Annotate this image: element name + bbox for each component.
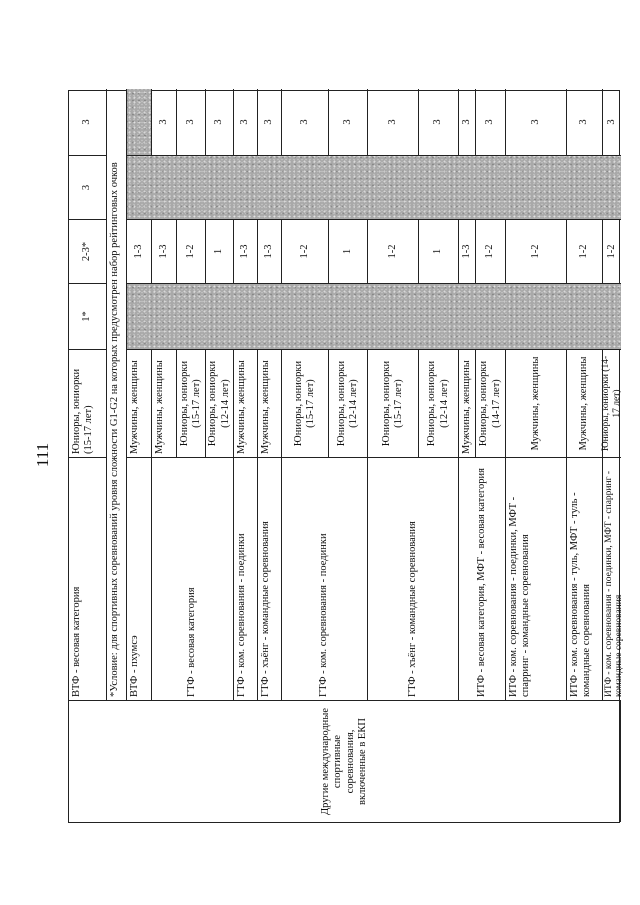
- row-value-col2: 1-2: [603, 219, 621, 283]
- top-row-col1: 1*: [69, 283, 107, 349]
- row-discipline-text: ГТФ - хъёнг - командные соревнования: [406, 521, 418, 697]
- row-age: Мужчины, женщины: [152, 349, 177, 457]
- condition-note: *Условие: для спортивных соревнований уровня сложности G1-G2 на которых предусмотрен набор рейтинговых очков: [107, 89, 127, 700]
- row-value-col4: 3: [234, 89, 258, 155]
- row-discipline: ВТФ - пхумсэ: [127, 457, 152, 700]
- row-discipline-text: ГТФ - ком. соревнования - поединки: [318, 533, 330, 697]
- row-age: Мужчины, женщины: [127, 349, 152, 457]
- row-age: Мужчины, женщины: [506, 349, 567, 457]
- row-age: Юниоры, юниорки (15-17 лет): [177, 349, 206, 457]
- row-age: Юниоры, юниорки (14-17 лет): [603, 349, 621, 457]
- row-discipline: ИТФ - ком. соревнования - поединки, МФТ - спарринг - командные соревнования: [506, 457, 567, 700]
- row-discipline-text: ИТФ - весовая категория, МФТ - весовая категория: [475, 468, 487, 697]
- row-value-col4: 3: [258, 89, 282, 155]
- row-value-col4: 3: [476, 89, 506, 155]
- page-number: 111: [33, 442, 52, 468]
- row-age: Мужчины, женщины: [567, 349, 603, 457]
- row-value-col4: 3: [605, 119, 617, 125]
- row-value-col4: 3: [506, 89, 567, 155]
- row-value-col4: 3: [368, 89, 419, 155]
- top-row-col3: 3: [69, 155, 107, 219]
- row-discipline: [368, 457, 459, 700]
- row-age: Юниоры, юниорки (12-14 лет): [206, 349, 234, 457]
- row-value-col2: 1-3: [459, 219, 476, 283]
- rotated-table-wrapper: [68, 90, 624, 823]
- row-value-col2: 1-3: [234, 219, 258, 283]
- row-value-col2: 1-3: [152, 219, 177, 283]
- shaded-column-1: [127, 283, 621, 349]
- top-row-col4: 3: [69, 89, 107, 155]
- row-discipline: ГТФ - хъёнг - командные соревнования: [258, 457, 282, 700]
- row-age: Мужчины, женщины: [234, 349, 258, 457]
- row-age: Мужчины, женщины: [459, 349, 476, 457]
- row-discipline: ГТФ - ком. соревнования - поединки: [234, 457, 258, 700]
- row-value-col2: 1-2: [177, 219, 206, 283]
- shaded-cell-first-row: [127, 89, 152, 155]
- row-value-col4: 3: [329, 89, 368, 155]
- row-discipline: [152, 457, 234, 700]
- row-value-col2: 1: [206, 219, 234, 283]
- row-age: Юниоры, юниорки (15-17 лет): [368, 349, 419, 457]
- row-value-col2: 1-3: [127, 219, 152, 283]
- row-age: Юниоры, юниорки (14-17 лет): [476, 349, 506, 457]
- group-label: Другие международные спортивные соревнования, включенные в ЕКП: [320, 707, 368, 816]
- top-row-discipline: ВТФ - весовая категория: [69, 457, 107, 700]
- row-value-col2: 1: [419, 219, 459, 283]
- row-value-col2: 1-2: [282, 219, 329, 283]
- row-value-col4: 3: [282, 89, 329, 155]
- row-value-col2: 1-2: [506, 219, 567, 283]
- row-value-col4: 3: [177, 89, 206, 155]
- row-value-col4: 3: [152, 89, 177, 155]
- row-discipline-text: ГТФ - весовая категория: [186, 587, 198, 697]
- ranking-table: [68, 90, 624, 823]
- row-value-col2: 1: [329, 219, 368, 283]
- row-value-col2: 1-3: [258, 219, 282, 283]
- row-discipline: [282, 457, 368, 700]
- group-label-cell: [69, 700, 621, 822]
- top-row-col2: 2-3*: [69, 219, 107, 283]
- row-value-col2: 1-2: [368, 219, 419, 283]
- row-age: Юниоры, юниорки (12-14 лет): [419, 349, 459, 457]
- row-value-col2: 1-2: [567, 219, 603, 283]
- row-value-col4: 3: [419, 89, 459, 155]
- row-age: Юниоры, юниорки (15-17 лет): [282, 349, 329, 457]
- row-age: Мужчины, женщины: [258, 349, 282, 457]
- row-value-col4: 3: [567, 89, 603, 155]
- row-discipline: [459, 457, 506, 700]
- row-value-col2: 1-2: [476, 219, 506, 283]
- row-age: Юниоры, юниорки (12-14 лет): [329, 349, 368, 457]
- row-discipline: ИТФ - ком. соревнования - туль, МФТ - туль - командные соревнования: [567, 457, 603, 700]
- row-discipline: ИТФ - ком. соревнования - поединки, МФТ - спарринг - командные соревнования: [603, 457, 621, 700]
- row-value-col4: 3: [459, 89, 476, 155]
- top-row-age: Юниоры, юниорки (15-17 лет): [69, 349, 107, 457]
- shaded-column-3: [127, 155, 621, 219]
- row-value-col4: 3: [206, 89, 234, 155]
